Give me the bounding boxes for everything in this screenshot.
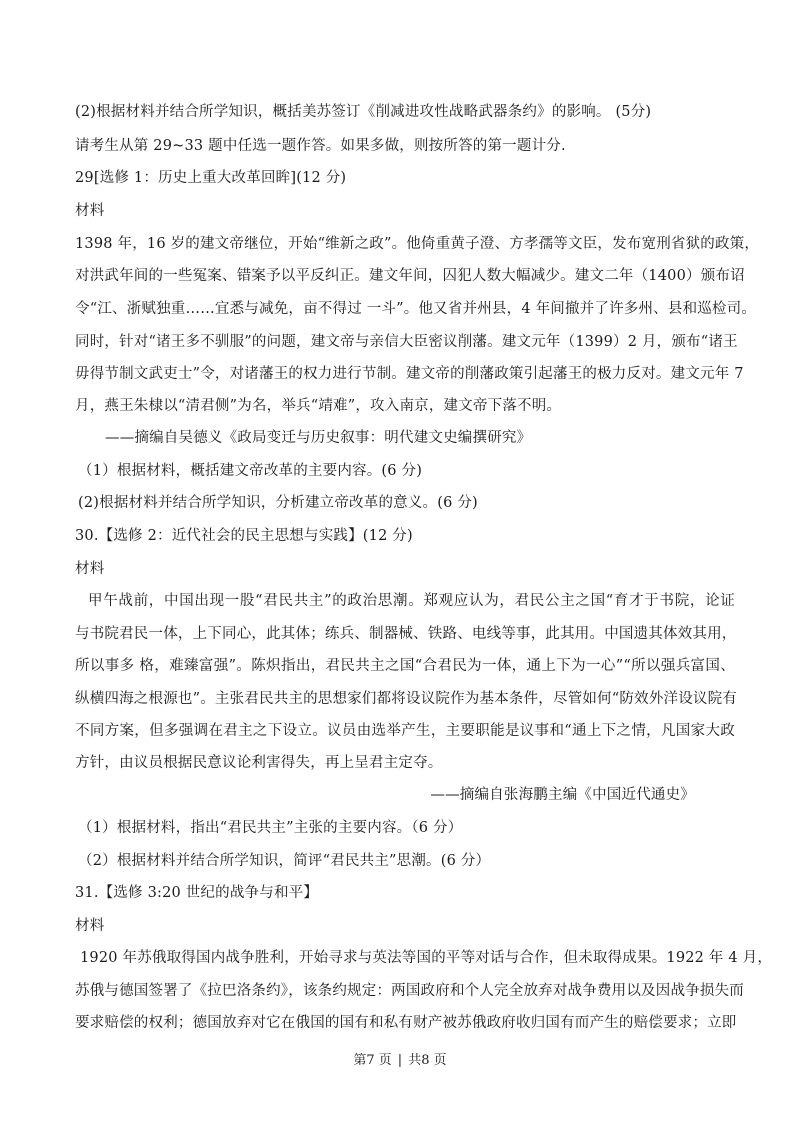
question-text: （1）根据材料，指出“君民共主”主张的主要内容。（6 分） bbox=[78, 820, 463, 836]
total-pages: 共8 页 bbox=[408, 1053, 447, 1068]
question-text: （1）根据材料，概括建文帝改革的主要内容。(6 分) bbox=[78, 463, 423, 479]
paragraph-line: 与书院君民一体，上下同心，此其体；练兵、制器械、铁路、电线等事，此其用。中国遗其体效其用， bbox=[75, 626, 737, 642]
question-text: (2)根据材料并结合所学知识，分析建立帝改革的意义。(6 分) bbox=[78, 495, 478, 511]
paragraph-line: 方针，由议员根据民意议论利害得失，再上呈君主定夺。 bbox=[75, 755, 443, 771]
source-citation: ——摘编自吴德义《政局变迁与历史叙事：明代建文史编撰研究》 bbox=[105, 430, 532, 446]
paragraph-line: 要求赔偿的权利；德国放弃对它在俄国的国有和私有财产被苏俄政府收归国有而产生的赔偿要求；立即 bbox=[75, 1015, 737, 1031]
question-2-text: (2)根据材料并结合所学知识，概括美苏签订《削减进攻性战略武器条约》的影响。 (5分) bbox=[75, 104, 652, 120]
source-citation: ——摘编自张海鹏主编《中国近代通史》 bbox=[430, 787, 695, 803]
paragraph-line: 苏俄与德国签署了《拉巴洛条约》，该条约规定：两国政府和个人完全放弃对战争费用以及因战争损失而 bbox=[75, 983, 744, 999]
question-text: （2）根据材料并结合所学知识，简评“君民共主”思潮。(6 分） bbox=[78, 853, 491, 869]
paragraph-line: 1398 年，16 岁的建文帝继位，开始“维新之政”。他倚重黄子澄、方孝孺等文臣，发布宽刑省狱的政策， bbox=[75, 236, 760, 252]
section-29-heading: 29[选修 1：历史上重大改革回眸](12 分) bbox=[75, 170, 347, 186]
material-label: 材料 bbox=[75, 561, 105, 577]
paragraph-line: 对洪武年间的一些冤案、错案予以平反纠正。建文年间，囚犯人数大幅减少。建文二年（1400）颁布诏 bbox=[75, 268, 745, 284]
paragraph-line: 月，燕王朱棣以“清君侧”为名，举兵“靖难”，攻入南京，建文帝下落不明。 bbox=[75, 398, 562, 414]
paragraph-line: 不同方案，但多强调在君主之下设立。议员由选举产生，主要职能是议事和“通上下之情，凡国家大政 bbox=[75, 723, 735, 739]
current-page-number: 第7 页 bbox=[353, 1053, 392, 1068]
paragraph-line: 毋得节制文武吏士”令，对诸藩王的权力进行节制。建文帝的削藩政策引起藩王的极力反对。建文元年 7 bbox=[75, 366, 744, 382]
paragraph-line: 令“江、浙赋独重……宜悉与减免，亩不得过 一斗”。他又省并州县，4 年间撤并了许多州、县和巡检司。 bbox=[75, 301, 757, 317]
section-31-heading: 31.【选修 3:20 世纪的战争与和平】 bbox=[75, 885, 319, 901]
paragraph-line: 甲午战前，中国出现一股“君民共主”的政治思潮。郑观应认为，君民公主之国“育才于书院，论证 bbox=[88, 593, 735, 609]
page-footer bbox=[0, 1052, 800, 1070]
section-30-heading: 30.【选修 2：近代社会的民主思想与实践】(12 分) bbox=[75, 528, 413, 544]
paragraph-line: 所以事多 格，难臻富强”。陈炽指出，君民共主之国“合君民为一体，通上下为一心”“所以强兵富国、 bbox=[75, 658, 735, 674]
material-label: 材料 bbox=[75, 918, 105, 934]
paragraph-line: 纵横四海之根源也”。主张君民共主的思想家们都将设议院作为基本条件，尽管如何“防效外洋设议院有 bbox=[75, 691, 738, 707]
paragraph-line: 1920 年苏俄取得国内战争胜利，开始寻求与英法等国的平等对话与合作，但未取得成果。1922 年 4 月， bbox=[80, 950, 773, 966]
page-separator: | bbox=[397, 1053, 403, 1068]
material-label: 材料 bbox=[75, 203, 105, 219]
paragraph-line: 同时，针对“诸王多不驯服”的问题，建文帝与亲信大臣密议削藩。建文元年（1399）2 月，颁布“诸王 bbox=[75, 334, 738, 350]
instruction-text: 请考生从第 29~33 题中任选一题作答。如果多做，则按所答的第一题计分. bbox=[75, 138, 566, 154]
